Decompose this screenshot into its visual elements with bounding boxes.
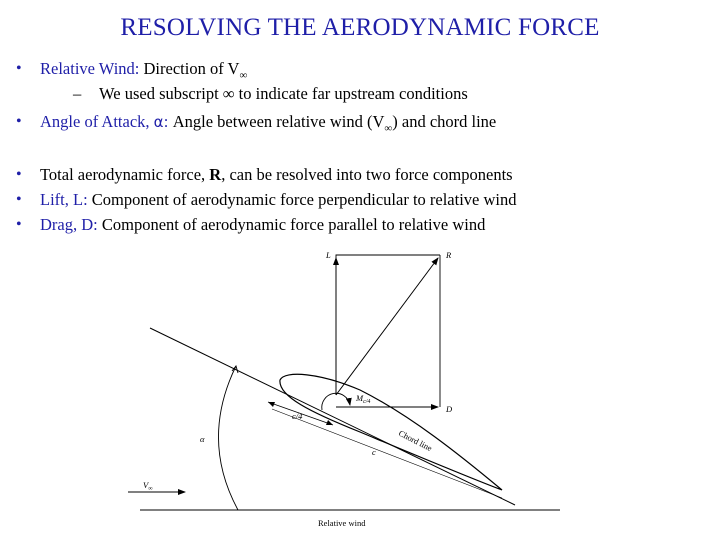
alpha-symbol: α: — [153, 113, 169, 131]
chord-line-extended — [150, 328, 515, 505]
bullet-marker: • — [16, 216, 22, 233]
bullet-marker: • — [16, 60, 22, 77]
sub-bullet-text: We used subscript ∞ to indicate far upstream conditions — [99, 84, 468, 103]
airfoil-shape — [280, 374, 502, 490]
term-lift: Lift, L: — [40, 190, 88, 209]
moment-label: $M_{c/4}$ — [356, 393, 371, 405]
relative-wind-label: Relative wind — [318, 518, 366, 528]
bullet-text: Component of aerodynamic force parallel to relative wind — [101, 215, 486, 234]
quarter-chord-arrow-left — [268, 402, 275, 407]
bullet-marker: • — [16, 191, 22, 208]
chord-label: c — [372, 447, 376, 457]
bullet-text: Angle between relative wind (V — [172, 112, 385, 131]
lift-label: L — [326, 250, 331, 260]
bullet-text-after: ) and chord line — [392, 112, 497, 131]
chord-dimension — [272, 409, 502, 498]
bullet-text: , can be resolved into two force components — [221, 165, 513, 184]
resultant-vector — [336, 258, 438, 395]
drag-label: D — [446, 404, 453, 414]
dash-marker: – — [73, 84, 82, 103]
resultant-label: R — [446, 250, 452, 260]
bullet-marker: • — [16, 113, 22, 130]
bullet-text-before: Total aerodynamic force, — [40, 165, 206, 184]
quarter-chord-label: c/4 — [292, 411, 303, 421]
term-drag: Drag, D: — [40, 215, 98, 234]
freestream-label: $V_\infty$ — [143, 480, 153, 492]
bullet-marker: • — [16, 166, 22, 183]
bullet-text: Component of aerodynamic force perpendicular to relative wind — [91, 190, 517, 209]
bullet-text: Direction of V — [143, 59, 240, 78]
slide-title: RESOLVING THE AERODYNAMIC FORCE — [120, 14, 600, 41]
chord-line-label: Chord line — [397, 427, 434, 454]
alpha-label: α — [200, 434, 205, 444]
term-angle-of-attack: Angle of Attack, — [40, 112, 150, 131]
bold-r: R — [209, 165, 222, 184]
alpha-arc — [218, 366, 238, 510]
term-relative-wind: Relative Wind: — [40, 59, 140, 78]
subscript: ∞ — [384, 122, 393, 135]
subscript: ∞ — [239, 69, 248, 82]
